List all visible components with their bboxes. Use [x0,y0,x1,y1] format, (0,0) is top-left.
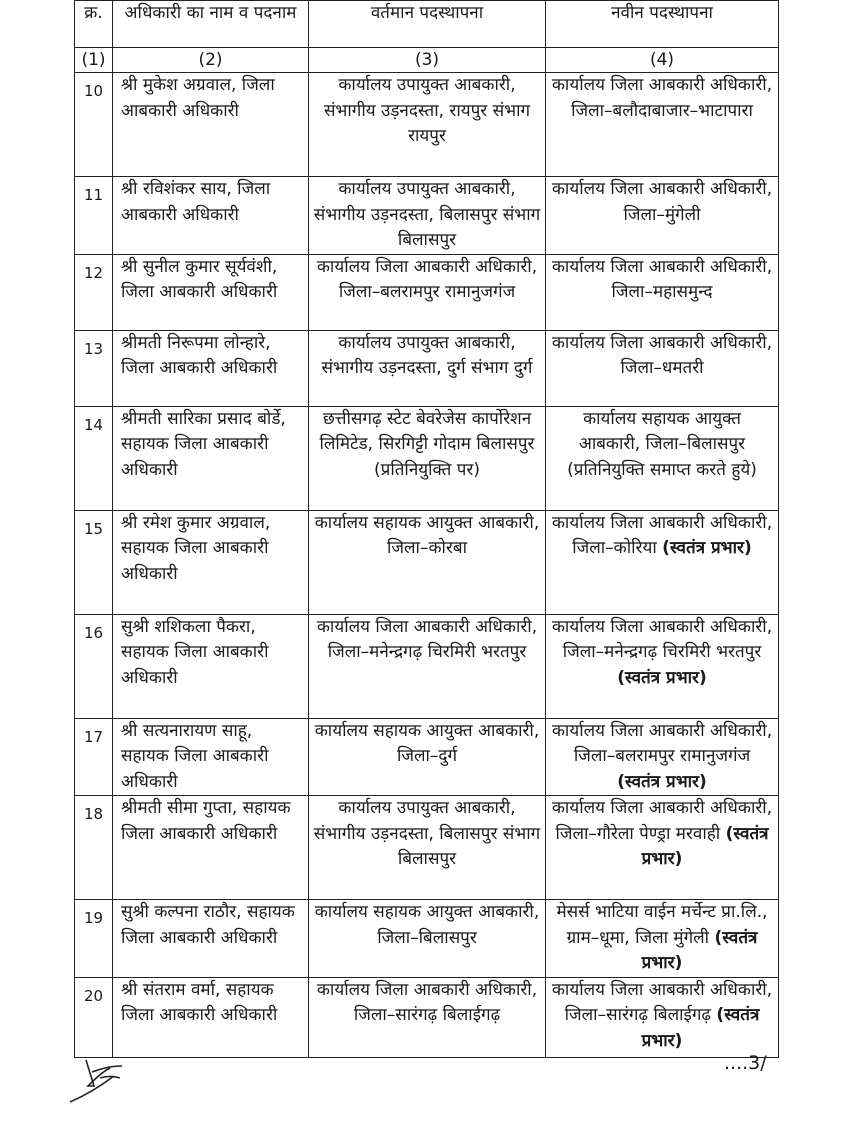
table-row [75,900,779,978]
table-row [75,73,779,177]
officer-name: सुश्री शशिकला पैकरा, सहायक जिला आबकारी अधिकारी [113,614,309,718]
new-posting [546,406,779,510]
new-posting-text: कार्यालय जिला आबकारी अधिकारी, जिला–बलौदाबाजार–भाटापारा [551,75,773,121]
column-number: (2) [113,48,309,73]
officer-name: श्री मुकेश अग्रवाल, जिला आबकारी अधिकारी [113,73,309,177]
table-row [75,977,779,1057]
independent-charge-note: (स्वतंत्र प्रभार) [641,927,758,973]
table-row [75,796,779,900]
new-posting [546,510,779,614]
independent-charge-note: (स्वतंत्र प्रभार) [641,823,769,869]
table-row [75,510,779,614]
table-row [75,718,779,796]
officer-name: श्री रमेश कुमार अग्रवाल, सहायक जिला आबकारी अधिकारी [113,510,309,614]
header-current-posting: वर्तमान पदस्थापना [309,1,546,48]
new-posting [546,614,779,718]
new-posting [546,796,779,900]
new-posting-text: कार्यालय जिला आबकारी अधिकारी, जिला–धमतरी [551,332,773,378]
officer-name: श्रीमती निरूपमा लोन्हारे, जिला आबकारी अधिकारी [113,330,309,406]
current-posting: छत्तीसगढ़ स्टेट बेवरेजेस कार्पोरेशन लिमिटेड, सिरगिट्टी गोदाम बिलासपुर (प्रतिनियुक्ति पर) [309,406,546,510]
current-posting: कार्यालय सहायक आयुक्त आबकारी, जिला–बिलासपुर [309,900,546,978]
new-posting-text: कार्यालय जिला आबकारी अधिकारी, जिला–मुंगेली [551,179,773,225]
serial-number: 15 [75,510,113,614]
signature-mark [64,1052,134,1110]
serial-number: 10 [75,73,113,177]
current-posting: कार्यालय सहायक आयुक्त आबकारी, जिला–कोरबा [309,510,546,614]
transfer-order-page [74,0,778,1058]
officer-name: श्री संतराम वर्मा, सहायक जिला आबकारी अधिकारी [113,977,309,1057]
new-posting-text: कार्यालय सहायक आयुक्त आबकारी, जिला–बिलासपुर (प्रतिनियुक्ति समाप्त करते हुये) [567,408,757,480]
transfer-table [74,0,779,1058]
new-posting [546,254,779,330]
serial-number: 16 [75,614,113,718]
table-row [75,614,779,718]
new-posting [546,718,779,796]
current-posting: कार्यालय जिला आबकारी अधिकारी, जिला–मनेन्द्रगढ़ चिरमिरी भरतपुर [309,614,546,718]
new-posting [546,73,779,177]
independent-charge-note: (स्वतंत्र प्रभार) [662,538,752,558]
header-officer-name: अधिकारी का नाम व पदनाम [113,1,309,48]
new-posting-text: कार्यालय जिला आबकारी अधिकारी, जिला–मनेन्द्रगढ़ चिरमिरी भरतपुर [551,616,773,662]
current-posting: कार्यालय सहायक आयुक्त आबकारी, जिला–दुर्ग [309,718,546,796]
column-number: (3) [309,48,546,73]
current-posting: कार्यालय जिला आबकारी अधिकारी, जिला–बलरामपुर रामानुजगंज [309,254,546,330]
serial-number: 17 [75,718,113,796]
table-row [75,330,779,406]
serial-number: 14 [75,406,113,510]
header-serial: क्र. [75,1,113,48]
new-posting [546,177,779,255]
column-number-row [75,48,779,73]
independent-charge-note: (स्वतंत्र प्रभार) [641,1005,760,1051]
column-number: (4) [546,48,779,73]
table-row [75,254,779,330]
new-posting-text: कार्यालय जिला आबकारी अधिकारी, जिला–कोरिया [551,512,773,558]
officer-name: श्री सुनील कुमार सूर्यवंशी, जिला आबकारी अधिकारी [113,254,309,330]
new-posting-text: कार्यालय जिला आबकारी अधिकारी, जिला–सारंगढ़ बिलाईगढ़ [551,979,773,1025]
new-posting [546,330,779,406]
page-continuation-marker: ....3/ [724,1052,767,1074]
column-number: (1) [75,48,113,73]
current-posting: कार्यालय उपायुक्त आबकारी, संभागीय उड़नदस्ता, दुर्ग संभाग दुर्ग [309,330,546,406]
serial-number: 18 [75,796,113,900]
new-posting-text: मेसर्स भाटिया वाईन मर्चेन्ट प्रा.लि., ग्राम–धूमा, जिला मुंगेली [556,902,768,948]
serial-number: 12 [75,254,113,330]
officer-name: श्रीमती सारिका प्रसाद बोर्डे, सहायक जिला आबकारी अधिकारी [113,406,309,510]
current-posting: कार्यालय उपायुक्त आबकारी, संभागीय उड़नदस्ता, बिलासपुर संभाग बिलासपुर [309,177,546,255]
officer-name: सुश्री कल्पना राठौर, सहायक जिला आबकारी अधिकारी [113,900,309,978]
officer-name: श्री रविशंकर साय, जिला आबकारी अधिकारी [113,177,309,255]
header-new-posting: नवीन पदस्थापना [546,1,779,48]
new-posting [546,977,779,1057]
serial-number: 13 [75,330,113,406]
serial-number: 20 [75,977,113,1057]
officer-name: श्री सत्यनारायण साहू, सहायक जिला आबकारी अधिकारी [113,718,309,796]
header-row [75,1,779,48]
new-posting-text: कार्यालय जिला आबकारी अधिकारी, जिला–गौरेला पेण्ड्रा मरवाही [551,798,773,844]
independent-charge-note: (स्वतंत्र प्रभार) [617,771,707,792]
current-posting: कार्यालय उपायुक्त आबकारी, संभागीय उड़नदस्ता, रायपुर संभाग रायपुर [309,73,546,177]
current-posting: कार्यालय जिला आबकारी अधिकारी, जिला–सारंगढ़ बिलाईगढ़ [309,977,546,1057]
current-posting: कार्यालय उपायुक्त आबकारी, संभागीय उड़नदस्ता, बिलासपुर संभाग बिलासपुर [309,796,546,900]
officer-name: श्रीमती सीमा गुप्ता, सहायक जिला आबकारी अधिकारी [113,796,309,900]
independent-charge-note: (स्वतंत्र प्रभार) [617,667,707,688]
table-row [75,406,779,510]
serial-number: 19 [75,900,113,978]
table-row [75,177,779,255]
new-posting [546,900,779,978]
serial-number: 11 [75,177,113,255]
new-posting-text: कार्यालय जिला आबकारी अधिकारी, जिला–बलरामपुर रामानुजगंज [551,720,773,766]
new-posting-text: कार्यालय जिला आबकारी अधिकारी, जिला–महासमुन्द [551,256,773,302]
